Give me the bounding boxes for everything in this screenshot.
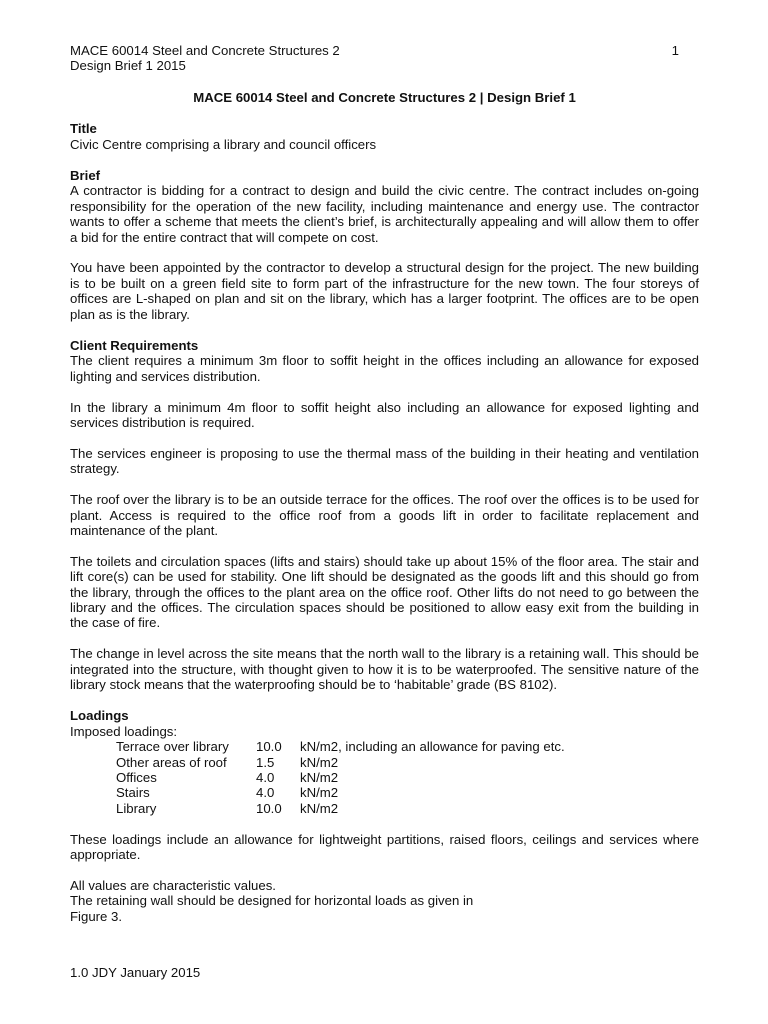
load-unit: kN/m2, including an allowance for paving etc. (300, 739, 565, 755)
brief-paragraph-1: A contractor is bidding for a contract to design and build the civic centre. The contract includes on-going responsibility for the operation of the new facility, including maintenance and energy use. The contractor wants to offer a scheme that meets the client’s brief, is architecturally appealing and will allow them to offer a bid for the entire contract that will compete on cost. (70, 183, 699, 245)
load-name: Other areas of roof (116, 754, 227, 770)
load-unit: kN/m2 (300, 769, 339, 785)
header-brief: Design Brief 1 2015 (70, 58, 186, 74)
load-unit: kN/m2 (300, 800, 339, 816)
client-paragraph-6: The change in level across the site means that the north wall to the library is a retaining wall. This should be integrated into the structure, with thought given to how it is to be waterproofed. The sensitive nature of the library stock means that the waterproofing should be to ‘habitable’ grade (BS 8102). (70, 646, 699, 692)
load-name: Terrace over library (116, 739, 229, 755)
document-title: MACE 60014 Steel and Concrete Structures 2 | Design Brief 1 (193, 89, 576, 105)
table-row (116, 801, 565, 816)
load-value: 1.5 (256, 754, 275, 770)
loadings-note-characteristic: All values are characteristic values. (70, 877, 276, 893)
load-name: Stairs (116, 785, 150, 801)
table-row (116, 739, 565, 754)
load-value: 10.0 (256, 800, 282, 816)
loadings-table (116, 739, 565, 816)
section-heading-title: Title (70, 121, 97, 137)
load-unit: kN/m2 (300, 785, 339, 801)
section-heading-brief: Brief (70, 168, 101, 184)
load-value: 10.0 (256, 739, 282, 755)
table-row (116, 770, 565, 785)
loadings-intro: Imposed loadings: (70, 723, 178, 739)
client-paragraph-4: The roof over the library is to be an outside terrace for the offices. The roof over the offices is to be used for plant. Access is required to the office roof from a goods lift in order to facilitate replacement and maintenance of the plant. (70, 492, 699, 538)
load-name: Library (116, 800, 157, 816)
loadings-note-retaining-wall: The retaining wall should be designed for horizontal loads as given in (70, 893, 474, 909)
client-paragraph-3: The services engineer is proposing to use the thermal mass of the building in their heating and ventilation strategy. (70, 445, 699, 477)
load-value: 4.0 (256, 769, 275, 785)
load-unit: kN/m2 (300, 754, 339, 770)
running-header (70, 43, 699, 74)
loadings-note-figure-ref: Figure 3. (70, 908, 123, 924)
table-row (116, 785, 565, 800)
document-footer: 1.0 JDY January 2015 (70, 965, 201, 980)
brief-paragraph-2: You have been appointed by the contractor to develop a structural design for the project. The new building is to be built on a green field site to form part of the infrastructure for the new town. The four storeys of offices are L-shaped on plan and sit on the library, which has a larger footprint. The offices are to be open plan as is the library. (70, 260, 699, 322)
page-number: 1 (671, 43, 679, 58)
load-value: 4.0 (256, 785, 275, 801)
client-paragraph-2: In the library a minimum 4m floor to soffit height also including an allowance for exposed lighting and services distribution is required. (70, 399, 699, 431)
header-course: MACE 60014 Steel and Concrete Structures 2 (70, 43, 340, 58)
loadings-paragraph-1: These loadings include an allowance for lightweight partitions, raised floors, ceilings and services where appropriate. (70, 831, 699, 862)
document-page (70, 43, 699, 924)
client-paragraph-1: The client requires a minimum 3m floor to soffit height in the offices including an allowance for exposed lighting and services distribution. (70, 353, 699, 384)
client-paragraph-5: The toilets and circulation spaces (lifts and stairs) should take up about 15% of the floor area. The stair and lift core(s) can be used for stability. One lift should be designated as the goods lift and this should go from the library, through the offices to the plant area on the office roof. Other lifts do not need to go between the library and the offices. The circulation spaces should be positioned to allow easy exit from the building in the case of fire. (70, 553, 699, 631)
section-heading-loadings: Loadings (70, 708, 129, 724)
section-heading-client-requirements: Client Requirements (70, 338, 199, 354)
load-name: Offices (116, 769, 157, 785)
table-row (116, 755, 565, 770)
title-text: Civic Centre comprising a library and council officers (70, 136, 377, 152)
